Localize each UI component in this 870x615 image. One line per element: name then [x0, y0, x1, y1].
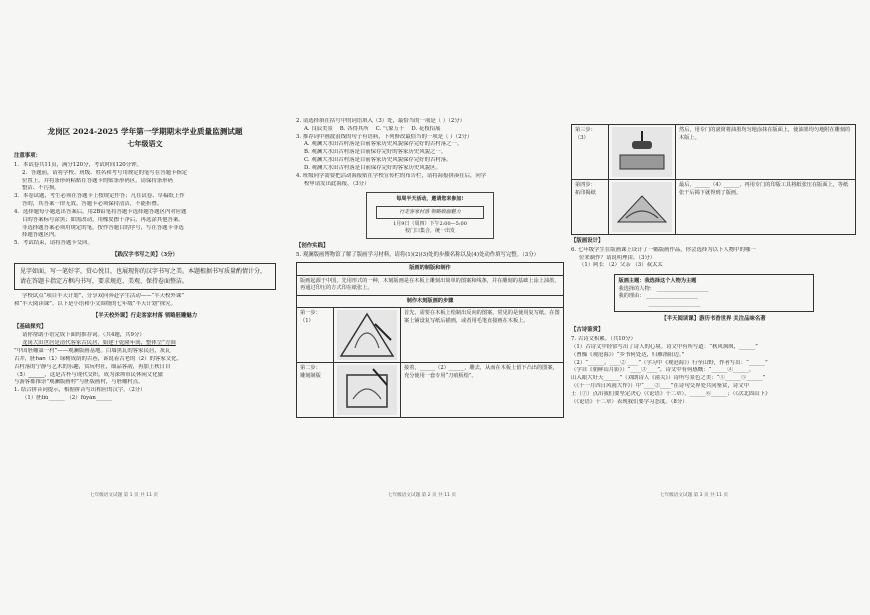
q7-line: （曹操《观沧海》）“乡书何处达，归雁洛阳边。” [571, 351, 685, 358]
note-line: 2．答题前，请将学校、班级、姓名和考号用规定的笔写在答题卡指定 [22, 169, 188, 176]
passage-line: （3）______，这是古朴与现代交织，成为深圳市民休闲文化旅 [14, 371, 163, 378]
notice-date: 1月9日（周四）下午2:00—5:00 [393, 220, 467, 227]
step-4-text: 最后，______（4）______，再用专门的印版工具将纸张压在版面上，等纸张干后揭下就得到了版画。 [676, 180, 856, 235]
q7-line: 王（⑦）点出我们要坚定决心（《论语》十二章），______⑥______；（《次北固山下》 [571, 390, 771, 397]
note-line: 3．本卷试题，考生必须在答题卡上按规定作答；凡在试卷、草稿纸上作 [14, 193, 185, 200]
page-footer: 七年级语文试题 第 1 页 共 11 页 [90, 493, 159, 498]
step-3-illustration [609, 125, 676, 180]
question-5: 5. 观澜版画博物馆了解了版画学习材料，请将(1)(2)(3)处的步骤名称以及(4)处动作填写完整。（3分） [296, 252, 539, 259]
notice-slogan: 行走客家村落 领略版画魅力 [376, 206, 484, 219]
passage-line: 与游客都推崇“观澜版画村”与胚版画村，与胚雕村点。 [14, 379, 144, 386]
question-2-options [296, 126, 564, 134]
step-4-illustration [609, 180, 676, 235]
q7-line: （《十一月四日风雨大作》）中“____②____”在诗句交界处共同鉴赏，诗文中 [571, 383, 750, 390]
step-3-text: 然后，用专门的滚筒将油墨均匀地涂抹在版面上，使油墨均匀地附在雕刻的木版上。 [676, 125, 856, 180]
roller-icon [612, 127, 672, 177]
calligraphy-box: 见字如面，写一笔好字，赏心悦目，也展现你的汉字书写之美。本题根据书写质量酌情计分，请在答题卡指定方框内书写，要求规范、美观、保持卷面整洁。 [14, 263, 276, 290]
option-b: B. 各得其所 [339, 125, 369, 132]
q7-line: 山入眼大好天______”（刘朗诗人《潼关》）诗所写景色之美：“⑤______⑤______” [571, 375, 766, 382]
section-heading: 【半天校外课】行走客家村落 领略胚雕魅力 [92, 312, 198, 319]
step-1-text: 首先，需要在木板上绘制出反向的图案。常见的是使用复写纸，在图案上铺设复写纸后描画，或者用毛笔直接画在木板上。 [401, 308, 564, 363]
option-d: D. 花枝招展 [411, 125, 441, 132]
q7-line: （《论语》十二章）表现我们要学习态度。（8分） [571, 398, 688, 405]
plate-field-reason: 我的理由： ____________________ [618, 293, 698, 300]
carving-icon [337, 365, 397, 415]
calligraphy-heading: 【践汉字书写之美】（3分） [112, 252, 178, 259]
design-plate [614, 274, 814, 312]
option-c: C. 观澜大水田古村落是目前客家历史风貌保存完好的古村落。 [304, 157, 452, 164]
step-2-illustration [334, 363, 401, 418]
steps-caption: 制作木刻版画的步骤 [297, 295, 564, 308]
passage-line: 古井，胚han（1）绿树成荫的古巷，诉说着古老的（2）的客家文化。 [14, 355, 182, 362]
drawing-icon [337, 310, 397, 360]
table-description: 版画起源于中国，先用形式的一种，木刻版画是在木板上雕刻出简单的图案和线条，并在雕刻的基础上涂上油墨，再通过印压的方式印在纸张上。 [297, 275, 564, 295]
note-line: 答的，其答案一律无效。答题卡必须保持清洁，不能折叠。 [22, 201, 163, 208]
plate-field-person: 我选择的人物： ____________________ [618, 285, 709, 292]
printmaking-table-continued [571, 124, 856, 235]
passage-intro: 请你帮助小语完成下面的推荐词。（共4题，共9分） [22, 332, 145, 339]
intro-line: 和“半天阅读课”。以下是小语和小文围绕的七年级“半天计划”探究。 [14, 300, 176, 307]
q7-line: （学自《朝鲜山月影》）“____③____”，诗文中有何感慨：“______④______， [571, 367, 755, 374]
step-1-illustration [334, 308, 401, 363]
printmaking-table [296, 262, 564, 418]
passage-line: 龙岗大田世居是清代客家古民居，始建于乾隆年间，整体呈“方围 [22, 340, 176, 347]
question-6: 6. 七年级学生在版画课上设计了一幅版画作品，你会选择为以下人物中的哪一 [571, 246, 756, 253]
note-line: 5．考试结束，请将答题卡交回。 [14, 240, 93, 247]
option-d: D. 观澜大水田古村落是目前保存完好的客家历史风貌区。 [304, 164, 441, 171]
notes-heading: 注意事项： [14, 153, 41, 160]
question-7-lines [571, 344, 856, 407]
notes-list [14, 162, 276, 248]
step-2-text: 接着，______（2）______，雕去，从而在木板上留下凸出的图案，充分使用一套专用“刀痕板绘”。 [401, 363, 564, 418]
page-footer: 七年级语文试题 第 3 页 共 11 页 [660, 493, 729, 498]
intro-line: 学校试点“项目半天计划”，分享双向奔赴学生活动——“半天校外课” [22, 293, 184, 300]
question-2: 2. 请选择填在括号中的词语填入（3）处，最恰当的一项是（ ）（2分） [296, 118, 466, 124]
passage-line: 古村落的宁静与艺术的乐趣，赏玩村社，细品客韵，再加上秋日自 [14, 363, 171, 370]
note-line: 择题答题区内。 [22, 232, 60, 239]
sub-heading: 【基础探究】 [14, 323, 47, 330]
exam-subtitle: 七年级语文 [127, 139, 163, 148]
option-a: A. 观澜大水田古村落是目前客家历史风貌保存完好的古村落之一。 [304, 141, 463, 148]
activity-notice [366, 192, 494, 239]
page-3 [571, 122, 856, 512]
step-4-label: 第四步： 拓印揭纸 [572, 180, 609, 235]
design-heading: 【版画设计】 [571, 238, 604, 244]
note-line: 1．本试卷共11页，满分120分，考试时间120分钟。 [14, 161, 142, 168]
question-1-answers: （1）胚liú______ （2）fǔyán______ [22, 395, 112, 402]
page-1 [14, 118, 276, 508]
page-footer: 七年级语文试题 第 2 页 共 11 页 [388, 493, 457, 498]
note-line: 位置上，并将条形码粘贴在答题卡的贴条形码区。请保持条形码 [22, 177, 173, 184]
plate-extra-line: ____________________ [648, 300, 701, 307]
question-6: 位来制作？请说明理由。（3分） [579, 254, 656, 261]
creation-heading: 【创作实践】 [296, 243, 329, 250]
note-line: 目的答案标号涂黑；如需改动，用橡皮擦干净后，再选涂其他答案。 [22, 216, 184, 223]
table-title: 版画的制版和制作 [297, 263, 564, 276]
reading-heading: 【半天阅读课】游历书香世界 关注品味名著 [661, 316, 766, 323]
note-line: 4．选择题每小题选出答案后，用2B铅笔将答题卡选择题答题区内对应题 [14, 208, 187, 215]
passage [14, 340, 276, 387]
question-3: 3. 推荐词中画波浪线的句子有语病，下列修改最恰当的一项是（ ）（2分） [296, 133, 473, 140]
q7-line: （2）“______，____② ____”（学习中《观沧海》）行至山野，作者写出：“______” [571, 359, 768, 366]
notice-title: 每周半天活动，邀请您来参加! [396, 196, 464, 203]
option-a: A. 良辰美景 [304, 125, 333, 132]
question-4: 4. 班级同学需要把活动海报贴在学校宣传栏的布告栏，请将海报拼凑在后，向学 [296, 172, 487, 179]
option-b: B. 观澜大水田古村落是目前保存完好的客家历史风貌之一。 [304, 149, 447, 156]
step-1-label: 第一步： （1） [297, 308, 334, 363]
step-2-label: 第二步： 雕刻制版 [297, 363, 334, 418]
printing-icon [612, 182, 672, 232]
step-3-label: 第三步： （3） [572, 125, 609, 180]
note-line: 整洁、不污损。 [22, 185, 60, 192]
option-c: C. 气象万千 [375, 125, 405, 132]
plate-title: 版画主题：我选择这个人物为主题 [618, 278, 697, 285]
question-7: 7. 古诗文积累。（共10分） [571, 336, 636, 343]
notice-place: 校门口集合，统一出发 [404, 228, 455, 235]
note-line: 非选择题答案必须用规定的笔，按作答题目的序号，写在答题卡非选 [22, 224, 184, 231]
question-6-options: （1）阿长 （2）父亲 （3）叔太太 [579, 262, 663, 269]
question-4: 校申请发出此海报。（3分） [304, 180, 370, 187]
question-1: 1. 结合拼音词提示，根据拼音写出相应的汉字。（2分） [14, 387, 146, 394]
sub-heading: 【古诗鉴赏】 [571, 327, 604, 334]
page-2 [296, 118, 564, 508]
passage-line: “中国胚雕第一村”——观澜版画基地。白墙黑瓦的客家民居，灰瓦 [14, 348, 171, 355]
exam-title: 龙岗区 2024-2025 学年第一学期期末学业质量监测试题 [47, 127, 243, 136]
q7-line: （1）古诗文中经常写出了诗人的心境。诗文中有所写道：“秋风飒飒，______” [571, 343, 758, 350]
